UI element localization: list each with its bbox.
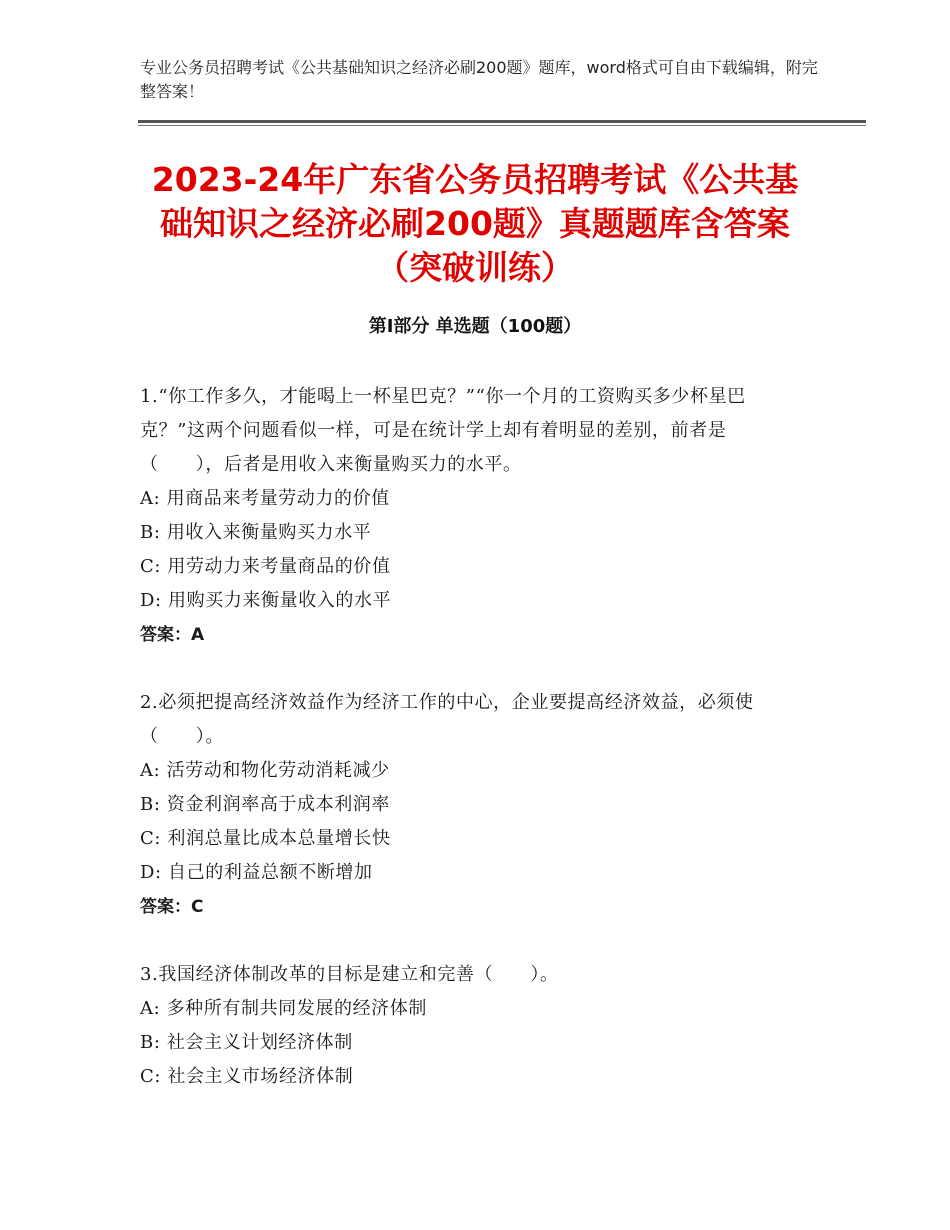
question-list	[140, 380, 810, 1128]
option-a: A: 用商品来考量劳动力的价值	[140, 488, 390, 509]
header-divider-thin	[138, 125, 866, 126]
header-note: 专业公务员招聘考试《公共基础知识之经济必刷200题》题库，word格式可自由下载编辑，附完整答案！	[140, 58, 818, 101]
option-a: A: 活劳动和物化劳动消耗减少	[140, 760, 390, 781]
document-title: 2023-24年广东省公务员招聘考试《公共基础知识之经济必刷200题》真题题库含答案（突破训练）	[151, 160, 799, 287]
option-b: B: 社会主义计划经济体制	[140, 1032, 353, 1053]
option-d: D: 用购买力来衡量收入的水平	[140, 590, 392, 611]
answer: 答案：C	[140, 897, 204, 917]
section-title: 第Ⅰ部分 单选题（100题）	[368, 316, 582, 337]
question-stem: 3.我国经济体制改革的目标是建立和完善（ ）。	[140, 964, 559, 985]
question-stem: 2.必须把提高经济效益作为经济工作的中心，企业要提高经济效益，必须使（ ）。	[140, 692, 754, 747]
header-divider-thick	[138, 120, 866, 123]
question-1	[140, 380, 810, 652]
option-c: C: 社会主义市场经济体制	[140, 1066, 354, 1087]
option-d: D: 自己的利益总额不断增加	[140, 862, 373, 883]
question-stem: 1.“你工作多久，才能喝上一杯星巴克？”“你一个月的工资购买多少杯星巴克？”这两个问题看似一样，可是在统计学上却有着明显的差别，前者是（ ），后者是用收入来衡量购买力的水平。	[140, 386, 746, 475]
option-c: C: 利润总量比成本总量增长快	[140, 828, 391, 849]
option-c: C: 用劳动力来考量商品的价值	[140, 556, 391, 577]
option-a: A: 多种所有制共同发展的经济体制	[140, 998, 427, 1019]
option-b: B: 用收入来衡量购买力水平	[140, 522, 372, 543]
question-3	[140, 958, 810, 1094]
option-b: B: 资金利润率高于成本利润率	[140, 794, 391, 815]
question-2	[140, 686, 810, 924]
answer: 答案：A	[140, 625, 205, 645]
